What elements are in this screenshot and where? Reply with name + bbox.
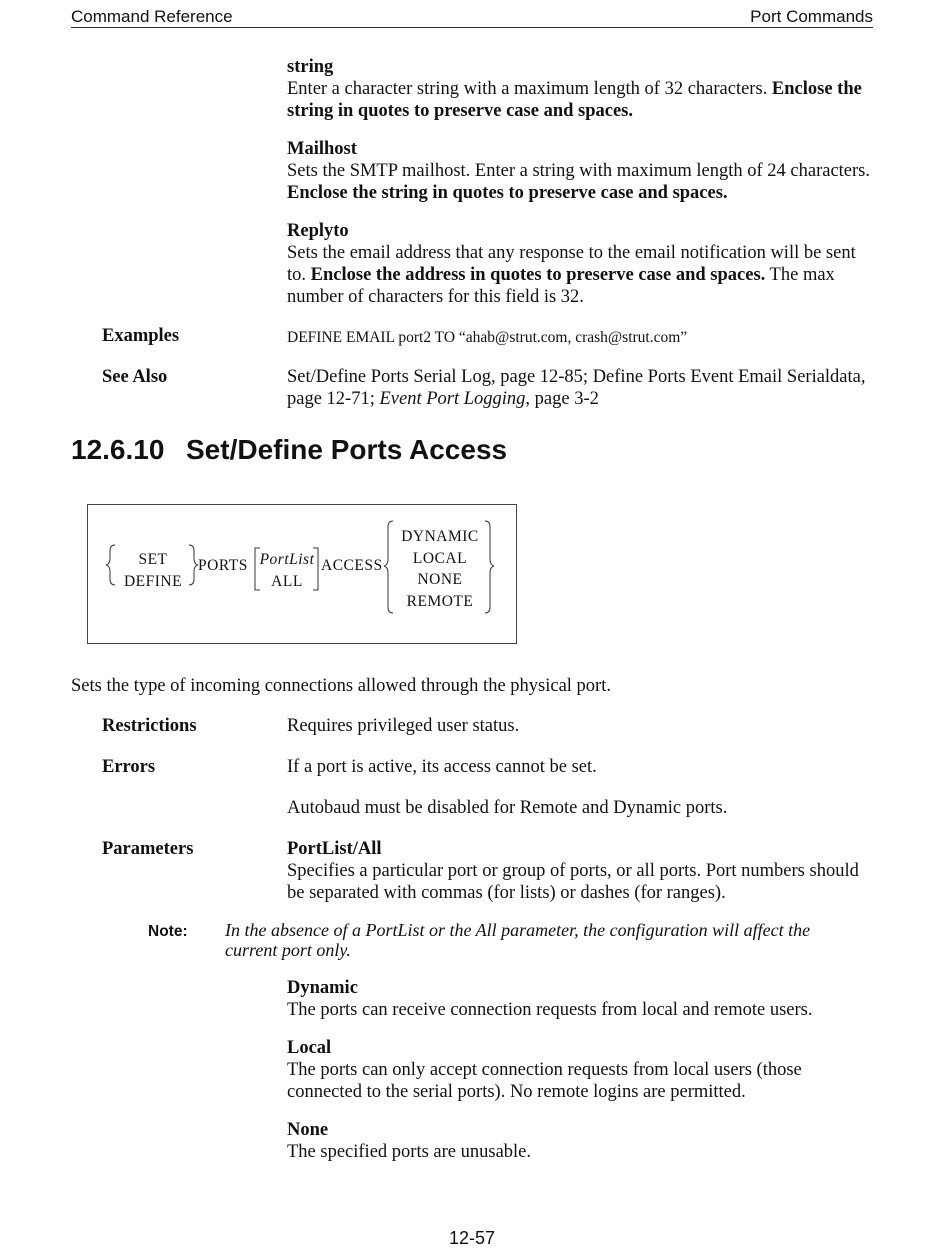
param-local: [287, 1037, 877, 1103]
syntax-portlist-group: [256, 549, 318, 592]
param-desc: Enter a character string with a maximum length of 32 characters.: [287, 79, 772, 99]
param-none: [287, 1119, 877, 1163]
syntax-all: ALL: [271, 572, 303, 590]
running-header-right: Port Commands: [750, 7, 873, 26]
parameters-label: Parameters: [102, 839, 194, 859]
param-desc-bold: Enclose the string in quotes to preserve case and spaces.: [287, 183, 728, 203]
syntax-option-none: NONE: [417, 571, 463, 588]
param-replyto: [287, 220, 877, 308]
param-string: [287, 56, 877, 122]
param-dynamic: [287, 977, 877, 1021]
syntax-verb-define: DEFINE: [123, 572, 183, 590]
param-desc-bold: Enclose the string in quotes to preserve case and spaces.: [287, 79, 862, 121]
param-term: Replyto: [287, 221, 349, 241]
see-also-links: Set/Define Ports Serial Log, page 12-85; Define Ports Event Email Serialdata, page 12-71;: [287, 367, 866, 409]
param-desc: Specifies a particular port or group of ports, or all ports. Port numbers should be separated with commas (for lists) or dashes (for ranges).: [287, 861, 859, 903]
syntax-options: [394, 526, 486, 612]
errors-line-1: If a port is active, its access cannot be set.: [287, 757, 597, 777]
param-desc: Sets the SMTP mailhost. Enter a string with maximum length of 24 characters.: [287, 161, 870, 181]
see-also-tail: , page 3-2: [525, 389, 599, 409]
param-desc: The specified ports are unusable.: [287, 1142, 532, 1162]
syntax-option-dynamic: DYNAMIC: [401, 528, 479, 545]
param-desc: Sets the email address that any response to the email notification will be sent to.: [287, 243, 856, 285]
examples-text: DEFINE EMAIL port2 TO “ahab@strut.com, crash@strut.com”: [287, 329, 688, 346]
page-number: 12-57: [448, 1228, 496, 1248]
brace-verbs-right: [189, 545, 198, 585]
syntax-ports: PORTS: [198, 557, 248, 574]
section-description: Sets the type of incoming connections allowed through the physical port.: [71, 676, 611, 696]
param-term: None: [287, 1120, 329, 1140]
param-term: Mailhost: [287, 139, 357, 159]
restrictions-text: Requires privileged user status.: [287, 716, 520, 736]
section-number: 12.6.10: [71, 434, 165, 465]
header-rule: [71, 27, 873, 28]
param-term: Dynamic: [287, 978, 358, 998]
note-label: Note:: [148, 923, 188, 940]
param-desc: The ports can only accept connection requests from local users (those connected to the serial ports). No remote logins are permitted.: [287, 1060, 802, 1102]
syntax-verbs: [118, 549, 188, 592]
syntax-portlist: PortList: [259, 551, 315, 568]
syntax-verb-set: SET: [138, 551, 168, 568]
examples-label: Examples: [102, 326, 180, 346]
section-title: Set/Define Ports Access: [186, 434, 508, 465]
see-also-label: See Also: [102, 367, 168, 387]
syntax-option-local: LOCAL: [412, 549, 468, 567]
brace-options-left: [384, 521, 393, 613]
param-desc: The ports can receive connection requests from local and remote users.: [287, 1000, 813, 1020]
syntax-diagram: [87, 504, 517, 644]
param-term: PortList/All: [287, 839, 382, 859]
see-also-text: [287, 366, 877, 410]
running-header-left: Command Reference: [71, 7, 233, 26]
syntax-access: ACCESS: [321, 557, 383, 574]
note-text: In the absence of a PortList or the All parameter, the configuration will affect the current port only.: [225, 920, 811, 960]
restrictions-label: Restrictions: [102, 716, 197, 736]
errors-line-2: Autobaud must be disabled for Remote and Dynamic ports.: [287, 798, 728, 818]
syntax-option-remote: REMOTE: [406, 592, 474, 610]
param-desc-tail: The max number of characters for this field is 32.: [287, 265, 835, 307]
param-term: Local: [287, 1038, 332, 1058]
brace-options-right: [485, 521, 494, 613]
errors-label: Errors: [102, 757, 156, 777]
param-mailhost: [287, 138, 877, 204]
see-also-italic: Event Port Logging: [379, 389, 526, 409]
param-portlist-all: [287, 838, 877, 904]
param-term: string: [287, 57, 334, 77]
brace-verbs-left: [106, 545, 115, 585]
param-desc-bold: Enclose the address in quotes to preserve case and spaces.: [310, 265, 766, 285]
section-heading: [71, 434, 507, 466]
